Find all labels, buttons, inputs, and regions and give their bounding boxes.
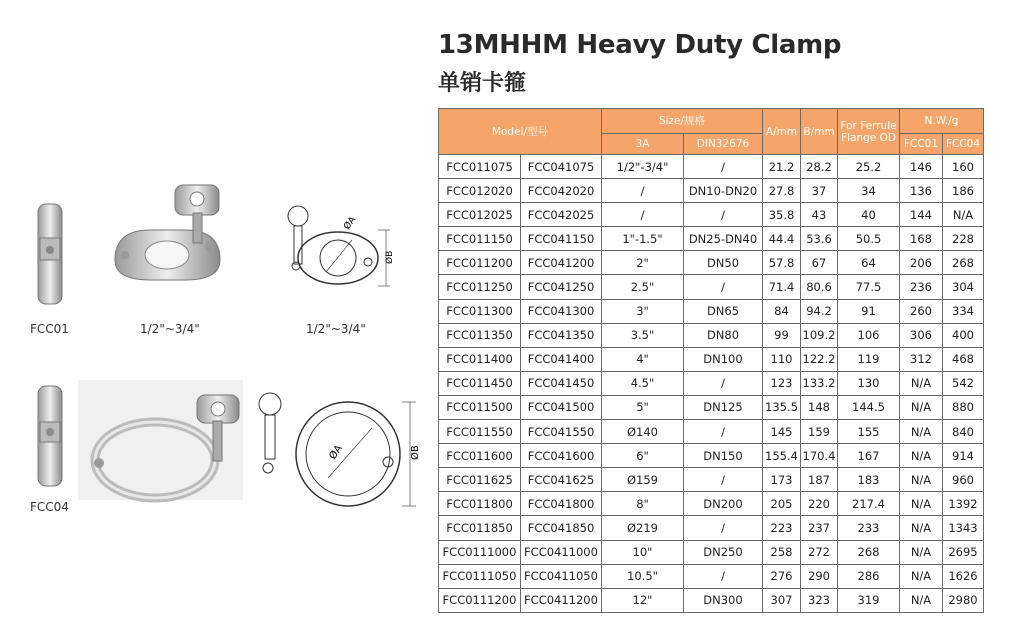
table-cell: 37 — [801, 179, 838, 203]
table-cell: N/A — [900, 395, 943, 419]
table-cell: DN80 — [684, 323, 763, 347]
fcc01-drawing-caption: 1/2"~3/4" — [306, 322, 366, 336]
table-cell: N/A — [900, 468, 943, 492]
header-nw-fcc04: FCC04 — [943, 134, 984, 155]
table-cell: 2.5" — [602, 275, 684, 299]
table-cell: FCC011300 — [439, 299, 521, 323]
table-cell: 145 — [763, 420, 801, 444]
table-cell: 260 — [900, 299, 943, 323]
table-cell: 25.2 — [838, 155, 900, 179]
table-cell: FCC011600 — [439, 444, 521, 468]
fcc04-technical-drawing — [248, 388, 423, 513]
table-cell: 35.8 — [763, 203, 801, 227]
table-cell: 290 — [801, 564, 838, 588]
fcc01-photo-caption: 1/2"~3/4" — [140, 322, 200, 336]
table-row — [439, 420, 984, 444]
table-cell: FCC0411200 — [521, 588, 602, 612]
header-size: Size/规格 — [602, 109, 763, 134]
table-row — [439, 179, 984, 203]
table-cell: 306 — [900, 323, 943, 347]
table-cell: 84 — [763, 299, 801, 323]
table-cell: 110 — [763, 347, 801, 371]
table-cell: DN100 — [684, 347, 763, 371]
table-cell: 43 — [801, 203, 838, 227]
table-cell: 400 — [943, 323, 984, 347]
table-cell: 5" — [602, 395, 684, 419]
table-cell: 170.4 — [801, 444, 838, 468]
header-size-din: DIN32676 — [684, 134, 763, 155]
table-row — [439, 323, 984, 347]
table-cell: FCC011625 — [439, 468, 521, 492]
table-cell: 119 — [838, 347, 900, 371]
dim-a-label-large: ØA — [327, 443, 345, 462]
table-cell: / — [684, 371, 763, 395]
table-row — [439, 564, 984, 588]
table-cell: 206 — [900, 251, 943, 275]
table-cell: / — [684, 275, 763, 299]
table-cell: / — [684, 516, 763, 540]
fcc04-clamp-photo — [85, 385, 250, 505]
table-cell: N/A — [900, 444, 943, 468]
table-row — [439, 299, 984, 323]
table-cell: FCC041075 — [521, 155, 602, 179]
table-cell: 136 — [900, 179, 943, 203]
table-cell: DN150 — [684, 444, 763, 468]
table-cell: FCC042025 — [521, 203, 602, 227]
table-cell: FCC011450 — [439, 371, 521, 395]
table-cell: FCC011350 — [439, 323, 521, 347]
table-cell: 6" — [602, 444, 684, 468]
table-cell: 312 — [900, 347, 943, 371]
table-row — [439, 347, 984, 371]
table-row — [439, 251, 984, 275]
table-cell: 160 — [943, 155, 984, 179]
header-size-3a: 3A — [602, 134, 684, 155]
table-row — [439, 444, 984, 468]
table-cell: N/A — [900, 371, 943, 395]
table-cell: 272 — [801, 540, 838, 564]
table-cell: 77.5 — [838, 275, 900, 299]
table-cell: 99 — [763, 323, 801, 347]
table-cell: N/A — [900, 588, 943, 612]
table-row — [439, 203, 984, 227]
table-cell: Ø219 — [602, 516, 684, 540]
table-cell: FCC011400 — [439, 347, 521, 371]
table-cell: 186 — [943, 179, 984, 203]
table-cell: 2980 — [943, 588, 984, 612]
table-cell: N/A — [900, 420, 943, 444]
table-cell: 840 — [943, 420, 984, 444]
table-cell: 3.5" — [602, 323, 684, 347]
table-row — [439, 540, 984, 564]
table-cell: 880 — [943, 395, 984, 419]
table-cell: 167 — [838, 444, 900, 468]
table-cell: 144 — [900, 203, 943, 227]
fcc01-clamp-photo — [95, 175, 245, 300]
table-cell: 144.5 — [838, 395, 900, 419]
table-cell: 155.4 — [763, 444, 801, 468]
table-cell: 237 — [801, 516, 838, 540]
table-row — [439, 155, 984, 179]
page-subtitle-cn: 单销卡箍 — [438, 71, 527, 96]
table-cell: FCC041250 — [521, 275, 602, 299]
dim-a-label: ØA — [342, 215, 359, 232]
table-row — [439, 275, 984, 299]
table-cell: 258 — [763, 540, 801, 564]
fcc01-model-label: FCC01 — [30, 322, 69, 336]
table-cell: 223 — [763, 516, 801, 540]
table-row — [439, 492, 984, 516]
fcc01-technical-drawing — [268, 200, 398, 300]
table-cell: 8" — [602, 492, 684, 516]
page-title: 13MHHM Heavy Duty Clamp — [438, 30, 842, 60]
table-cell: 91 — [838, 299, 900, 323]
header-ferrule: For Ferrule Flange OD — [838, 109, 900, 155]
table-row — [439, 227, 984, 251]
table-cell: FCC041500 — [521, 395, 602, 419]
table-cell: 80.6 — [801, 275, 838, 299]
table-cell: 135.5 — [763, 395, 801, 419]
table-cell: 130 — [838, 371, 900, 395]
table-cell: 21.2 — [763, 155, 801, 179]
table-cell: / — [602, 179, 684, 203]
fcc04-side-photo — [30, 382, 70, 492]
header-model: Model/型号 — [439, 109, 602, 155]
dim-b-label-large: ØB — [410, 445, 421, 460]
table-cell: FCC011150 — [439, 227, 521, 251]
table-cell: 268 — [838, 540, 900, 564]
table-row — [439, 371, 984, 395]
table-cell: 122.2 — [801, 347, 838, 371]
table-cell: DN25-DN40 — [684, 227, 763, 251]
table-cell: / — [684, 564, 763, 588]
table-cell: 217.4 — [838, 492, 900, 516]
table-cell: 542 — [943, 371, 984, 395]
table-cell: 155 — [838, 420, 900, 444]
table-cell: 286 — [838, 564, 900, 588]
table-cell: / — [684, 155, 763, 179]
table-cell: DN65 — [684, 299, 763, 323]
table-cell: 40 — [838, 203, 900, 227]
table-cell: / — [684, 203, 763, 227]
table-cell: 1/2"-3/4" — [602, 155, 684, 179]
table-cell: FCC011200 — [439, 251, 521, 275]
table-cell: 159 — [801, 420, 838, 444]
table-cell: / — [684, 420, 763, 444]
table-cell: 1"-1.5" — [602, 227, 684, 251]
table-cell: DN250 — [684, 540, 763, 564]
table-cell: FCC012025 — [439, 203, 521, 227]
fcc04-model-label: FCC04 — [30, 500, 69, 514]
table-cell: FCC011250 — [439, 275, 521, 299]
table-cell: 1343 — [943, 516, 984, 540]
table-cell: N/A — [900, 492, 943, 516]
fcc01-side-photo — [30, 200, 70, 310]
table-cell: 133.2 — [801, 371, 838, 395]
table-cell: FCC041600 — [521, 444, 602, 468]
table-cell: 304 — [943, 275, 984, 299]
table-cell: FCC041400 — [521, 347, 602, 371]
table-cell: FCC041450 — [521, 371, 602, 395]
table-cell: 94.2 — [801, 299, 838, 323]
table-cell: 268 — [943, 251, 984, 275]
table-cell: 276 — [763, 564, 801, 588]
table-row — [439, 395, 984, 419]
table-cell: 53.6 — [801, 227, 838, 251]
table-cell: Ø159 — [602, 468, 684, 492]
table-cell: FCC041150 — [521, 227, 602, 251]
table-cell: 205 — [763, 492, 801, 516]
table-cell: / — [684, 468, 763, 492]
table-cell: DN125 — [684, 395, 763, 419]
table-cell: FCC011850 — [439, 516, 521, 540]
table-cell: DN10-DN20 — [684, 179, 763, 203]
table-cell: 146 — [900, 155, 943, 179]
table-cell: 64 — [838, 251, 900, 275]
table-cell: FCC041350 — [521, 323, 602, 347]
spec-table — [438, 108, 984, 613]
table-cell: FCC041200 — [521, 251, 602, 275]
table-cell: FCC042020 — [521, 179, 602, 203]
table-cell: 233 — [838, 516, 900, 540]
table-cell: 2695 — [943, 540, 984, 564]
dim-b-label: ØB — [385, 250, 395, 264]
table-cell: FCC011550 — [439, 420, 521, 444]
table-cell: 3" — [602, 299, 684, 323]
table-cell: DN50 — [684, 251, 763, 275]
table-cell: FCC012020 — [439, 179, 521, 203]
table-cell: 236 — [900, 275, 943, 299]
table-cell: 12" — [602, 588, 684, 612]
table-cell: N/A — [900, 540, 943, 564]
header-a: A/mm — [763, 109, 801, 155]
table-cell: 34 — [838, 179, 900, 203]
table-cell: N/A — [900, 516, 943, 540]
table-cell: FCC041850 — [521, 516, 602, 540]
table-cell: 106 — [838, 323, 900, 347]
table-cell: N/A — [900, 564, 943, 588]
table-cell: N/A — [943, 203, 984, 227]
table-cell: 173 — [763, 468, 801, 492]
table-cell: 4" — [602, 347, 684, 371]
table-cell: 123 — [763, 371, 801, 395]
table-cell: FCC011075 — [439, 155, 521, 179]
table-cell: 67 — [801, 251, 838, 275]
table-cell: DN300 — [684, 588, 763, 612]
table-cell: 109.2 — [801, 323, 838, 347]
table-cell: 57.8 — [763, 251, 801, 275]
table-cell: 44.4 — [763, 227, 801, 251]
header-b: B/mm — [801, 109, 838, 155]
table-cell: FCC011800 — [439, 492, 521, 516]
table-cell: FCC0111200 — [439, 588, 521, 612]
table-cell: 10" — [602, 540, 684, 564]
table-cell: 220 — [801, 492, 838, 516]
table-cell: Ø140 — [602, 420, 684, 444]
table-cell: FCC0111050 — [439, 564, 521, 588]
table-cell: FCC041625 — [521, 468, 602, 492]
table-cell: 148 — [801, 395, 838, 419]
table-cell: 1392 — [943, 492, 984, 516]
table-cell: 28.2 — [801, 155, 838, 179]
table-cell: 50.5 — [838, 227, 900, 251]
header-nw: N.W./g — [900, 109, 984, 134]
table-cell: FCC041550 — [521, 420, 602, 444]
table-cell: 71.4 — [763, 275, 801, 299]
table-cell: 960 — [943, 468, 984, 492]
table-cell: 10.5" — [602, 564, 684, 588]
table-cell: 319 — [838, 588, 900, 612]
table-cell: FCC0411000 — [521, 540, 602, 564]
table-cell: 323 — [801, 588, 838, 612]
table-row — [439, 468, 984, 492]
table-cell: 27.8 — [763, 179, 801, 203]
spec-table-body — [439, 155, 984, 613]
table-cell: 1626 — [943, 564, 984, 588]
table-cell: 468 — [943, 347, 984, 371]
table-cell: 168 — [900, 227, 943, 251]
table-cell: 228 — [943, 227, 984, 251]
header-nw-fcc01: FCC01 — [900, 134, 943, 155]
table-cell: DN200 — [684, 492, 763, 516]
table-cell: 334 — [943, 299, 984, 323]
table-cell: 183 — [838, 468, 900, 492]
table-cell: FCC0111000 — [439, 540, 521, 564]
table-cell: FCC0411050 — [521, 564, 602, 588]
table-cell: 2" — [602, 251, 684, 275]
table-cell: FCC011500 — [439, 395, 521, 419]
table-cell: 307 — [763, 588, 801, 612]
table-row — [439, 516, 984, 540]
table-cell: / — [602, 203, 684, 227]
table-cell: 914 — [943, 444, 984, 468]
table-row — [439, 588, 984, 612]
table-cell: FCC041300 — [521, 299, 602, 323]
table-cell: 187 — [801, 468, 838, 492]
table-cell: FCC041800 — [521, 492, 602, 516]
table-cell: 4.5" — [602, 371, 684, 395]
